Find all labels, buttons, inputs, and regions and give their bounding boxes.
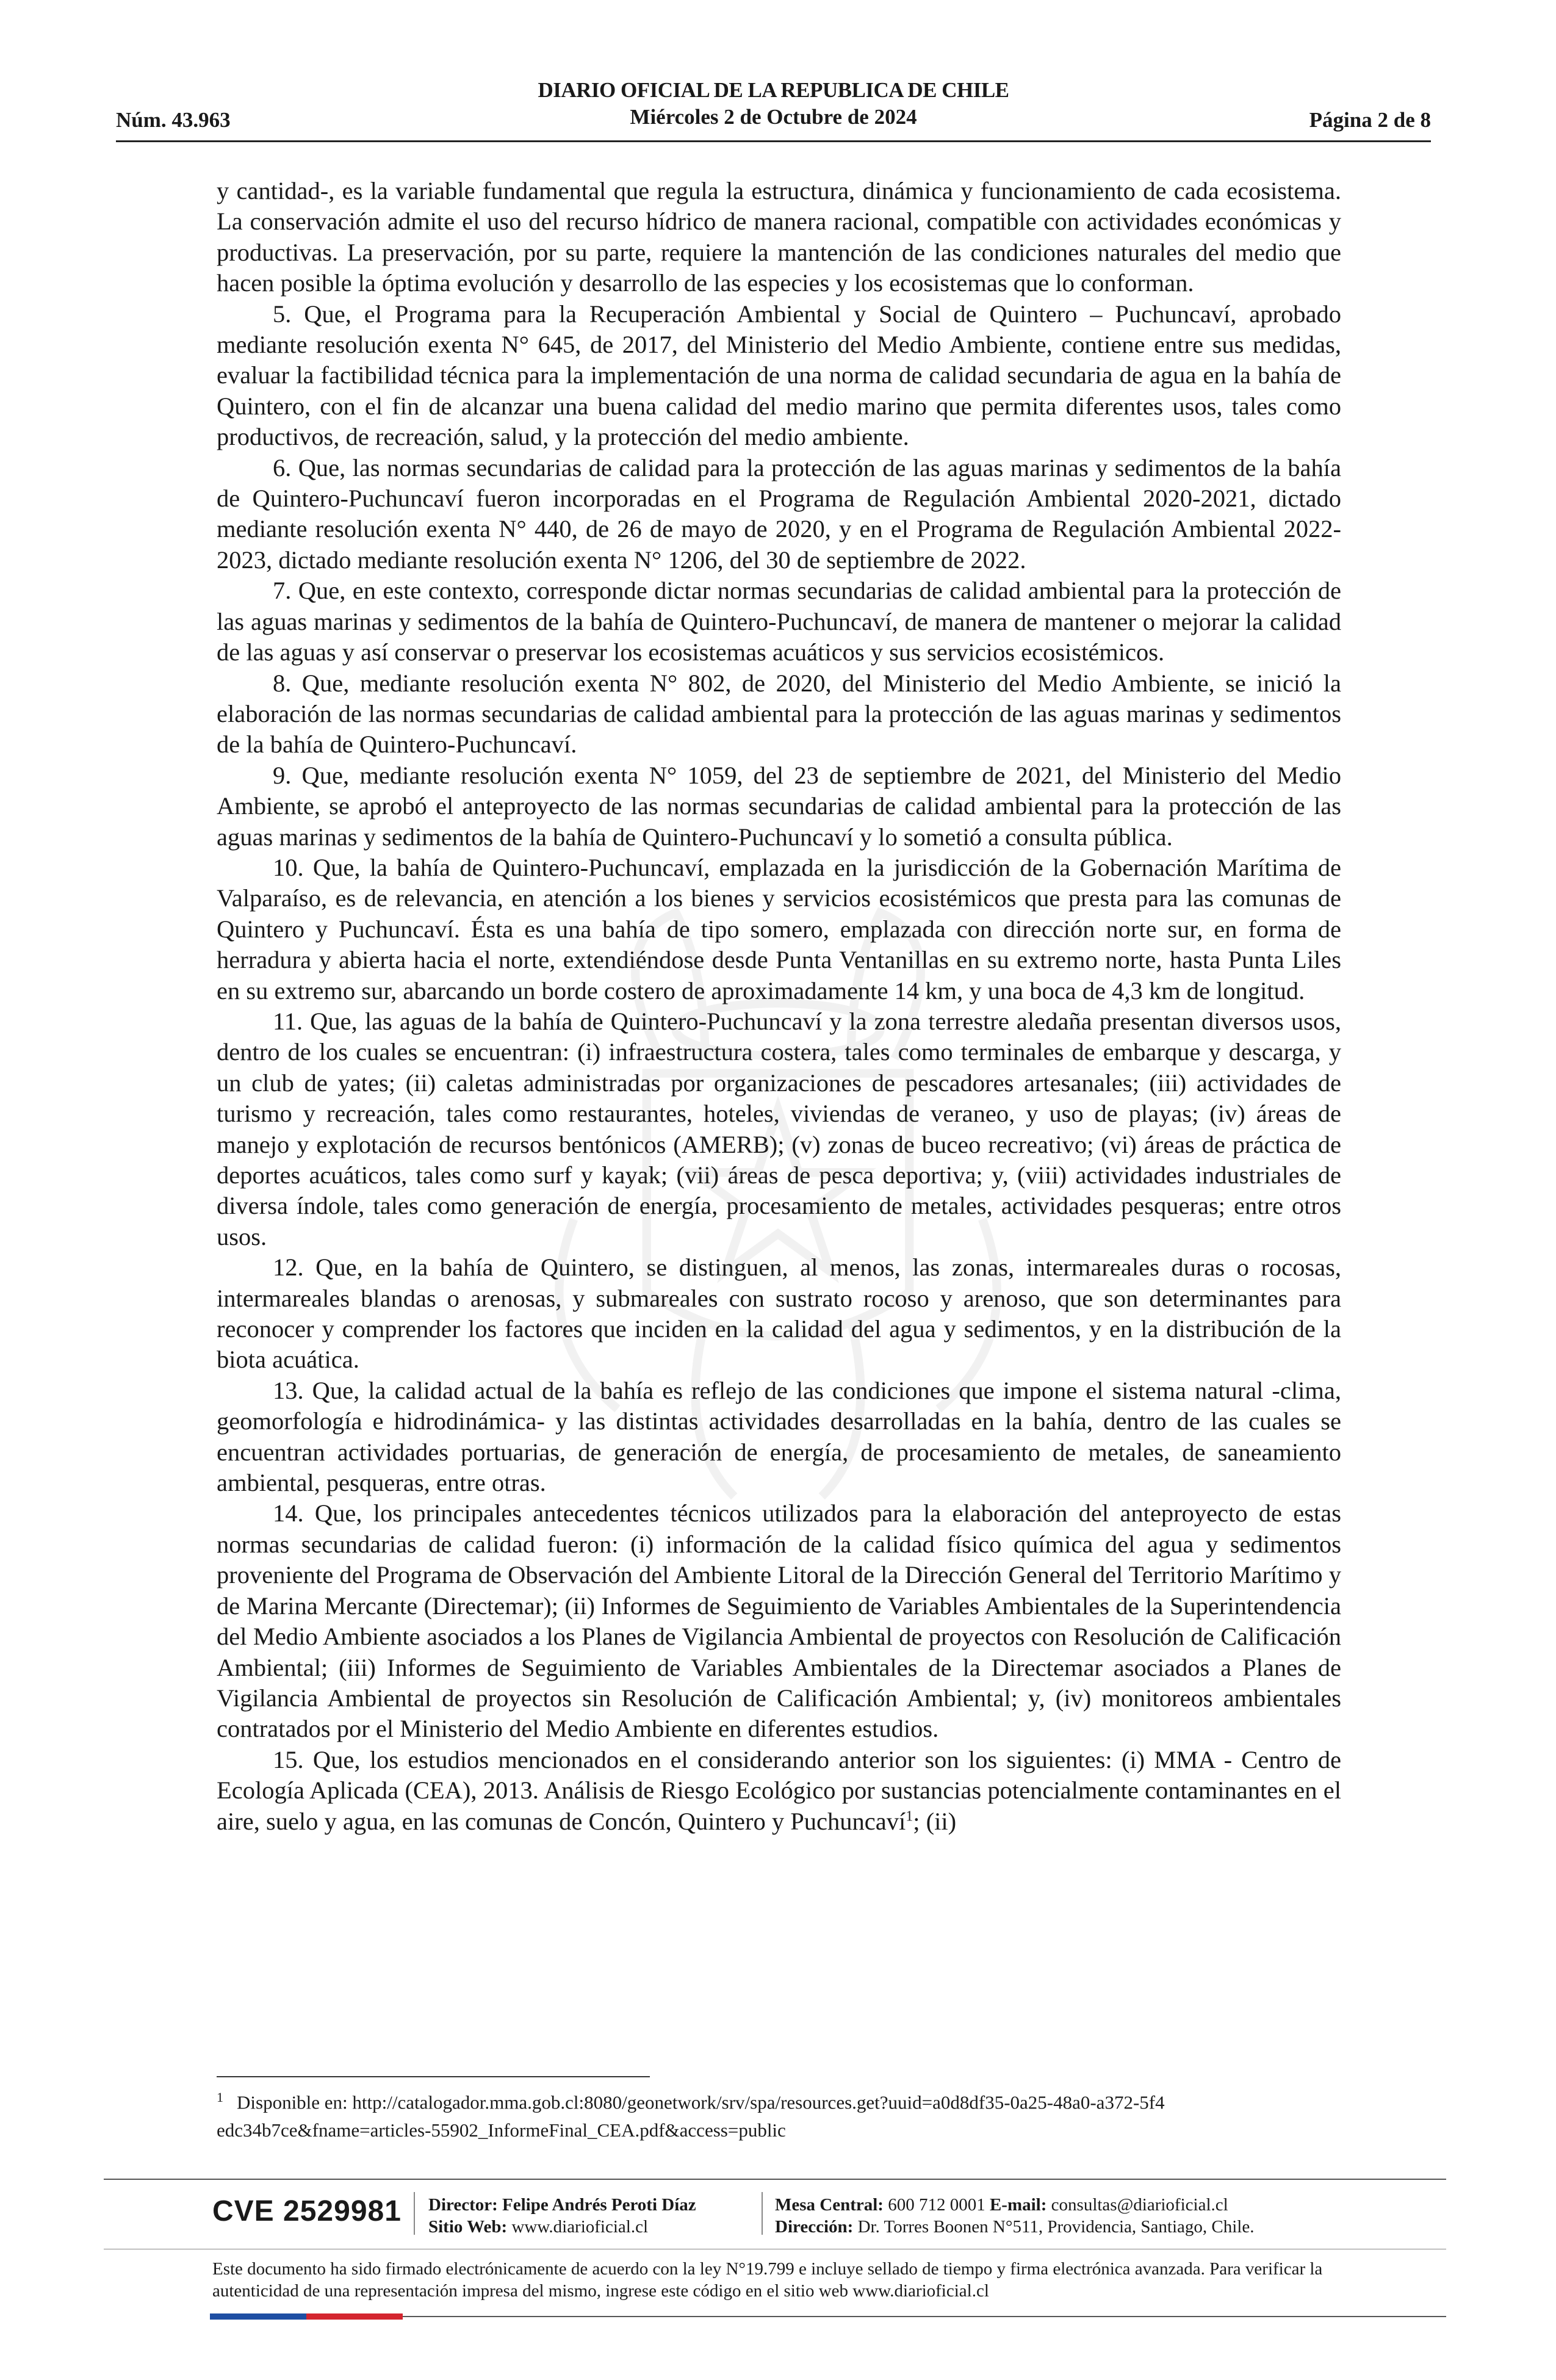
director-name: Felipe Andrés Peroti Díaz xyxy=(502,2195,696,2215)
cve-code: CVE 2529981 xyxy=(212,2195,402,2227)
email-label: E-mail: xyxy=(989,2195,1047,2215)
footnote-line-2[interactable]: edc34b7ce&fname=articles-55902_InformeFinal_CEA.pdf&access=public xyxy=(217,2119,786,2141)
footer-divider-top xyxy=(104,2179,1446,2180)
email-link[interactable]: consultas@diarioficial.cl xyxy=(1051,2195,1228,2215)
director-label: Director: xyxy=(428,2195,498,2215)
paragraph-8: 8. Que, mediante resolución exenta N° 802, de 2020, del Ministerio del Medio Ambiente, se inició la elaboración de las normas secundarias de calidad ambiental para la protección de las aguas marinas y sedimentos de la bahía de Quintero-Puchuncaví. xyxy=(217,669,1341,759)
signature-notice: Este documento ha sido firmado electrónicamente de acuerdo con la ley N°19.799 e incluye sellado de tiempo y firma electrónica avanzada. Para verificar la autenticidad de una representación impresa del mismo, ingrese este código en el sitio web www.diarioficial.cl xyxy=(212,2259,1323,2301)
website-link[interactable]: www.diarioficial.cl xyxy=(511,2217,649,2237)
phone-email-line xyxy=(775,2194,1254,2216)
footnote xyxy=(217,2083,1341,2144)
address-label: Dirección: xyxy=(775,2217,854,2237)
flag-red-segment xyxy=(306,2313,403,2320)
paragraph-7: 7. Que, en este contexto, corresponde dictar normas secundarias de calidad ambiental para la protección de las aguas marinas y sedimentos de la bahía de Quintero-Puchuncaví, de manera de mantener o mejorar la calidad de las aguas y así conservar o preservar los ecosistemas acuáticos y sus servicios ecosistémicos. xyxy=(217,577,1341,666)
phone-label: Mesa Central: xyxy=(775,2195,884,2215)
paragraph-5: 5. Que, el Programa para la Recuperación Ambiental y Social de Quintero – Puchuncaví, aprobado mediante resolución exenta N° 645, de 2017, del Ministerio del Medio Ambiente, contiene entre sus medidas, evaluar la factibilidad técnica para la implementación de una norma de calidad secundaria de agua en la bahía de Quintero, con el fin de alcanzar una buena calidad del medio marino que permita diferentes usos, tales como productivos, de recreación, salud, y la protección del medio ambiente. xyxy=(217,300,1341,451)
footer-director-block xyxy=(428,2194,696,2238)
director-line xyxy=(428,2194,696,2216)
paragraph-6: 6. Que, las normas secundarias de calidad para la protección de las aguas marinas y sedimentos de la bahía de Quintero-Puchuncaví fueron incorporadas en el Programa de Regulación Ambiental 2020-2021, dictado mediante resolución exenta N° 440, de 26 de mayo de 2020, y en el Programa de Regulación Ambiental 2022-2023, dictado mediante resolución exenta N° 1206, del 30 de septiembre de 2022. xyxy=(217,453,1341,574)
footnote-divider xyxy=(217,2076,650,2077)
issue-date: Miércoles 2 de Octubre de 2024 xyxy=(630,105,917,129)
page-header xyxy=(116,73,1431,145)
issue-number: Núm. 43.963 xyxy=(116,108,231,132)
paragraph-10: 10. Que, la bahía de Quintero-Puchuncaví, emplazada en la jurisdicción de la Gobernación Marítima de Valparaíso, es de relevancia, en atención a los bienes y servicios ecosistémicos que presta para las comunas de Quintero y Puchuncaví. Ésta es una bahía de tipo somero, emplazada con dirección norte sur, en forma de herradura y abierta hacia el norte, extendiéndose desde Punta Ventanillas en su extremo norte, hasta Punta Liles en su extremo sur, abarcando un borde costero de aproximadamente 14 km, y una boca de 4,3 km de longitud. xyxy=(217,853,1341,1004)
paragraph-14: 14. Que, los principales antecedentes técnicos utilizados para la elaboración del anteproyecto de estas normas secundarias de calidad fueron: (i) información de la calidad físico química del agua y sedimentos proveniente del Programa de Observación del Ambiente Litoral de la Dirección General del Territorio Marítimo y de Marina Mercante (Directemar); (ii) Informes de Seguimiento de Variables Ambientales de la Superintendencia del Medio Ambiente asociados a los Planes de Vigilancia Ambiental de proyectos con Resolución de Calificación Ambiental; (iii) Informes de Seguimiento de Variables Ambientales de la Directemar asociados a Planes de Vigilancia Ambiental de proyectos sin Resolución de Calificación Ambiental; y, (iv) monitoreos ambientales contratados por el Ministerio del Medio Ambiente en diferentes estudios. xyxy=(217,1499,1341,1743)
document-body xyxy=(217,176,1341,1837)
footer-separator xyxy=(414,2192,415,2235)
website-label: Sitio Web: xyxy=(428,2217,508,2237)
footer-divider-bottom xyxy=(403,2316,1446,2317)
paragraph-13: 13. Que, la calidad actual de la bahía es reflejo de las condiciones que impone el sistema natural -clima, geomorfología e hidrodinámica- y las distintas actividades desarrolladas en la bahía, dentro de las cuales se encuentran actividades portuarias, de generación de energía, de procesamiento de metales, de saneamiento ambiental, pesqueras, entre otras. xyxy=(217,1376,1341,1497)
header-divider xyxy=(116,140,1431,142)
footer-contact-block xyxy=(775,2194,1254,2238)
flag-color-bar xyxy=(210,2313,403,2320)
footer-separator xyxy=(762,2192,763,2235)
paragraph-15-tail: ; (ii) xyxy=(913,1807,957,1835)
flag-blue-segment xyxy=(210,2313,306,2320)
paragraph-12: 12. Que, en la bahía de Quintero, se distinguen, al menos, las zonas, intermareales duras o rocosas, intermareales blandas o arenosas, y submareales con sustrato rocoso y arenoso, que son determinantes para reconocer y comprender los factores que inciden en la calidad del agua y sedimentos, y en la distribución de la biota acuática. xyxy=(217,1253,1341,1374)
footnote-url-part-1[interactable]: Disponible en: http://catalogador.mma.gob.cl:8080/geonetwork/srv/spa/resources.get?uuid=a0d8df35-0a25-48a0-a372-5f4 xyxy=(237,2091,1165,2113)
paragraph-15-text: 15. Que, los estudios mencionados en el considerando anterior son los siguientes: (i) MMA - Centro de Ecología Aplicada (CEA), 2013. Análisis de Riesgo Ecológico por sustancias potencialmente contaminantes en el aire, suelo y agua, en las comunas de Concón, Quintero y Puchuncaví xyxy=(217,1745,1341,1835)
footnote-number: 1 xyxy=(217,2090,223,2105)
address-line xyxy=(775,2216,1254,2238)
newspaper-title: DIARIO OFICIAL DE LA REPUBLICA DE CHILE xyxy=(538,78,1009,102)
footnote-reference[interactable]: 1 xyxy=(906,1808,913,1825)
phone-number: 600 712 0001 xyxy=(888,2195,985,2215)
paragraph-continuation: y cantidad-, es la variable fundamental que regula la estructura, dinámica y funcionamiento de cada ecosistema. La conservación admite el uso del recurso hídrico de manera racional, compatible con actividades económicas y productivas. La preservación, por su parte, requiere la mantención de las condiciones naturales del medio que hacen posible la óptima evolución y desarrollo de las especies y los ecosistemas que lo conforman. xyxy=(217,177,1341,297)
paragraph-11: 11. Que, las aguas de la bahía de Quintero-Puchuncaví y la zona terrestre aledaña presentan diversos usos, dentro de los cuales se encuentran: (i) infraestructura costera, tales como terminales de embarque y descarga, y un club de yates; (ii) caletas administradas por organizaciones de pescadores artesanales; (iii) actividades de turismo y recreación, tales como restaurantes, hoteles, viviendas de veraneo, y uso de playas; (iv) áreas de manejo y explotación de recursos bentónicos (AMERB); (v) zonas de buceo recreativo; (vi) áreas de práctica de deportes acuáticos, tales como surf y kayak; (vii) áreas de pesca deportiva; y, (viii) actividades industriales de diversa índole, tales como generación de energía, procesamiento de metales, actividades pesqueras; entre otros usos. xyxy=(217,1007,1341,1250)
page-number: Página 2 de 8 xyxy=(1309,108,1431,132)
paragraph-9: 9. Que, mediante resolución exenta N° 1059, del 23 de septiembre de 2021, del Ministerio del Medio Ambiente, se aprobó el anteproyecto de las normas secundarias de calidad ambiental para la protección de las aguas marinas y sedimentos de la bahía de Quintero-Puchuncaví y lo sometió a consulta pública. xyxy=(217,761,1341,851)
paragraph-15 xyxy=(217,1745,1341,1837)
website-line xyxy=(428,2216,696,2238)
footnote-line-1 xyxy=(217,2083,1341,2116)
address-value: Dr. Torres Boonen N°511, Providencia, Santiago, Chile. xyxy=(857,2217,1255,2237)
